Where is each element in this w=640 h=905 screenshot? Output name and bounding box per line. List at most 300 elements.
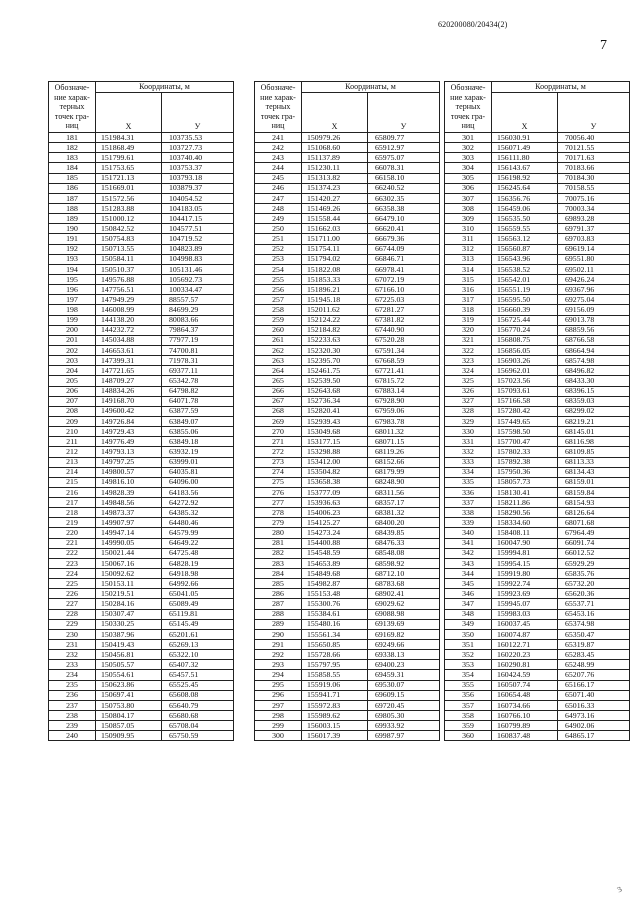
y-coordinate-cell: 69619.14 bbox=[558, 244, 630, 254]
y-coordinate-cell: 104719.52 bbox=[162, 234, 234, 244]
x-coordinate-cell: 157166.58 bbox=[492, 396, 558, 406]
y-coordinate-cell: 68011.32 bbox=[368, 427, 440, 437]
y-coordinate-cell: 65119.81 bbox=[162, 609, 234, 619]
table-row bbox=[255, 183, 440, 193]
coordinates-header: Координаты, м bbox=[96, 82, 234, 93]
y-coordinate-cell: 64918.98 bbox=[162, 569, 234, 579]
table-row bbox=[445, 680, 630, 690]
table-row bbox=[49, 467, 234, 477]
x-coordinate-cell: 150754.83 bbox=[96, 234, 162, 244]
x-coordinate-cell: 150307.47 bbox=[96, 609, 162, 619]
point-number-cell: 352 bbox=[445, 650, 492, 660]
point-number-cell: 257 bbox=[255, 295, 302, 305]
x-coordinate-cell: 156551.19 bbox=[492, 285, 558, 295]
table-row bbox=[49, 619, 234, 629]
y-coordinate-cell: 67883.14 bbox=[368, 386, 440, 396]
y-coordinate-cell: 66620.41 bbox=[368, 224, 440, 234]
x-coordinate-cell: 156143.67 bbox=[492, 163, 558, 173]
x-coordinate-cell: 158408.11 bbox=[492, 528, 558, 538]
point-number-cell: 194 bbox=[49, 264, 96, 274]
x-coordinate-cell: 150330.25 bbox=[96, 619, 162, 629]
x-coordinate-cell: 160037.45 bbox=[492, 619, 558, 629]
x-coordinate-cell: 157280.42 bbox=[492, 406, 558, 416]
x-coordinate-cell: 158334.60 bbox=[492, 518, 558, 528]
table-row bbox=[445, 731, 630, 741]
table-row bbox=[445, 163, 630, 173]
x-coordinate-cell: 160074.87 bbox=[492, 629, 558, 639]
y-coordinate-cell: 64649.22 bbox=[162, 538, 234, 548]
table-body bbox=[445, 133, 630, 741]
table-row bbox=[255, 254, 440, 264]
point-number-cell: 272 bbox=[255, 447, 302, 457]
y-coordinate-cell: 63877.59 bbox=[162, 406, 234, 416]
table-row bbox=[445, 528, 630, 538]
table-row bbox=[255, 579, 440, 589]
y-coordinate-cell: 77977.19 bbox=[162, 335, 234, 345]
x-coordinate-cell: 156030.91 bbox=[492, 133, 558, 143]
table-row bbox=[49, 498, 234, 508]
point-number-cell: 271 bbox=[255, 437, 302, 447]
table-row bbox=[49, 538, 234, 548]
table-row bbox=[445, 335, 630, 345]
point-number-cell: 312 bbox=[445, 244, 492, 254]
y-coordinate-cell: 65608.08 bbox=[162, 690, 234, 700]
y-coordinate-cell: 64385.32 bbox=[162, 508, 234, 518]
table-row bbox=[445, 153, 630, 163]
table-row bbox=[255, 143, 440, 153]
y-coordinate-cell: 68476.33 bbox=[368, 538, 440, 548]
x-coordinate-cell: 159954.15 bbox=[492, 558, 558, 568]
point-number-cell: 233 bbox=[49, 660, 96, 670]
y-coordinate-cell: 68126.64 bbox=[558, 508, 630, 518]
x-coordinate-cell: 151283.88 bbox=[96, 203, 162, 213]
y-coordinate-cell: 65929.29 bbox=[558, 558, 630, 568]
point-number-cell: 198 bbox=[49, 305, 96, 315]
point-number-cell: 278 bbox=[255, 508, 302, 518]
table-row bbox=[255, 163, 440, 173]
y-coordinate-cell: 63932.19 bbox=[162, 447, 234, 457]
x-coordinate-cell: 151662.03 bbox=[302, 224, 368, 234]
x-coordinate-cell: 160654.48 bbox=[492, 690, 558, 700]
y-coordinate-cell: 69933.92 bbox=[368, 721, 440, 731]
table-row bbox=[255, 153, 440, 163]
table-row bbox=[445, 133, 630, 143]
table-row bbox=[49, 153, 234, 163]
x-coordinate-cell: 150623.86 bbox=[96, 680, 162, 690]
y-coordinate-cell: 65207.76 bbox=[558, 670, 630, 680]
y-coordinate-cell: 67225.03 bbox=[368, 295, 440, 305]
y-coordinate-cell: 67591.34 bbox=[368, 345, 440, 355]
y-coordinate-cell: 65640.79 bbox=[162, 700, 234, 710]
y-coordinate-cell: 70075.16 bbox=[558, 193, 630, 203]
point-number-cell: 308 bbox=[445, 203, 492, 213]
x-coordinate-cell: 159919.80 bbox=[492, 569, 558, 579]
y-coordinate-cell: 65750.59 bbox=[162, 731, 234, 741]
table-row bbox=[255, 467, 440, 477]
table-row bbox=[49, 629, 234, 639]
table-row bbox=[255, 203, 440, 213]
y-coordinate-cell: 69703.83 bbox=[558, 234, 630, 244]
x-coordinate-cell: 146653.61 bbox=[96, 345, 162, 355]
x-coordinate-cell: 151853.33 bbox=[302, 274, 368, 284]
point-number-cell: 219 bbox=[49, 518, 96, 528]
table-row bbox=[255, 498, 440, 508]
x-coordinate-cell: 160047.90 bbox=[492, 538, 558, 548]
point-number-cell: 300 bbox=[255, 731, 302, 741]
y-coordinate-cell: 70158.55 bbox=[558, 183, 630, 193]
table-row bbox=[49, 335, 234, 345]
table-row bbox=[445, 629, 630, 639]
x-coordinate-cell: 152461.75 bbox=[302, 366, 368, 376]
point-number-cell: 239 bbox=[49, 721, 96, 731]
table-row bbox=[445, 244, 630, 254]
point-number-cell: 202 bbox=[49, 345, 96, 355]
y-coordinate-cell: 69426.24 bbox=[558, 274, 630, 284]
point-number-cell: 305 bbox=[445, 173, 492, 183]
x-coordinate-cell: 160507.74 bbox=[492, 680, 558, 690]
y-coordinate-cell: 68299.02 bbox=[558, 406, 630, 416]
table-row bbox=[255, 670, 440, 680]
x-coordinate-cell: 160766.10 bbox=[492, 711, 558, 721]
point-number-cell: 322 bbox=[445, 345, 492, 355]
point-number-cell: 266 bbox=[255, 386, 302, 396]
table-row bbox=[49, 569, 234, 579]
point-number-cell: 285 bbox=[255, 579, 302, 589]
x-coordinate-cell: 151669.01 bbox=[96, 183, 162, 193]
page-number: 7 bbox=[600, 38, 607, 53]
x-coordinate-cell: 158290.56 bbox=[492, 508, 558, 518]
table-row bbox=[49, 650, 234, 660]
y-coordinate-cell: 65525.45 bbox=[162, 680, 234, 690]
point-number-cell: 339 bbox=[445, 518, 492, 528]
table-row bbox=[49, 680, 234, 690]
point-number-cell: 324 bbox=[445, 366, 492, 376]
x-coordinate-cell: 150909.95 bbox=[96, 731, 162, 741]
point-number-cell: 333 bbox=[445, 457, 492, 467]
point-number-cell: 275 bbox=[255, 477, 302, 487]
x-coordinate-cell: 151896.21 bbox=[302, 285, 368, 295]
point-number-cell: 201 bbox=[49, 335, 96, 345]
point-label-header: Обозначе- ние харак- терных точек гра- ниц bbox=[49, 82, 96, 133]
y-coordinate-cell: 100334.47 bbox=[162, 285, 234, 295]
table-row bbox=[255, 589, 440, 599]
x-coordinate-cell: 155561.34 bbox=[302, 629, 368, 639]
x-coordinate-cell: 147949.29 bbox=[96, 295, 162, 305]
table-row bbox=[445, 711, 630, 721]
point-number-cell: 188 bbox=[49, 203, 96, 213]
x-coordinate-cell: 160799.89 bbox=[492, 721, 558, 731]
point-number-cell: 215 bbox=[49, 477, 96, 487]
y-coordinate-cell: 69088.98 bbox=[368, 609, 440, 619]
x-coordinate-cell: 151799.61 bbox=[96, 153, 162, 163]
x-coordinate-cell: 149816.10 bbox=[96, 477, 162, 487]
x-coordinate-cell: 155919.06 bbox=[302, 680, 368, 690]
table-row bbox=[49, 721, 234, 731]
y-coordinate-cell: 67281.27 bbox=[368, 305, 440, 315]
table-row bbox=[255, 366, 440, 376]
table-row bbox=[255, 447, 440, 457]
x-coordinate-cell: 155989.62 bbox=[302, 711, 368, 721]
point-number-cell: 189 bbox=[49, 214, 96, 224]
x-coordinate-cell: 151000.12 bbox=[96, 214, 162, 224]
x-coordinate-cell: 149848.56 bbox=[96, 498, 162, 508]
y-coordinate-cell: 65457.51 bbox=[162, 670, 234, 680]
point-number-cell: 331 bbox=[445, 437, 492, 447]
y-coordinate-cell: 67959.06 bbox=[368, 406, 440, 416]
table-row bbox=[49, 660, 234, 670]
table-body bbox=[255, 133, 440, 741]
table-row bbox=[255, 406, 440, 416]
y-coordinate-cell: 68574.98 bbox=[558, 356, 630, 366]
x-coordinate-cell: 149576.88 bbox=[96, 274, 162, 284]
x-coordinate-cell: 150505.57 bbox=[96, 660, 162, 670]
point-number-cell: 330 bbox=[445, 427, 492, 437]
table-row bbox=[445, 416, 630, 426]
point-number-cell: 231 bbox=[49, 640, 96, 650]
y-coordinate-cell: 68119.26 bbox=[368, 447, 440, 457]
y-coordinate-cell: 66240.52 bbox=[368, 183, 440, 193]
point-number-cell: 321 bbox=[445, 335, 492, 345]
y-coordinate-cell: 67381.82 bbox=[368, 315, 440, 325]
table-row bbox=[445, 660, 630, 670]
table-row bbox=[445, 650, 630, 660]
table-row bbox=[255, 173, 440, 183]
x-coordinate-cell: 149873.37 bbox=[96, 508, 162, 518]
x-coordinate-cell: 150510.37 bbox=[96, 264, 162, 274]
point-number-cell: 193 bbox=[49, 254, 96, 264]
table-row bbox=[255, 214, 440, 224]
y-coordinate-cell: 68311.56 bbox=[368, 487, 440, 497]
x-coordinate-cell: 151945.18 bbox=[302, 295, 368, 305]
y-coordinate-cell: 68548.08 bbox=[368, 548, 440, 558]
point-number-cell: 314 bbox=[445, 264, 492, 274]
point-number-cell: 230 bbox=[49, 629, 96, 639]
y-coordinate-cell: 70003.34 bbox=[558, 203, 630, 213]
y-coordinate-cell: 104183.05 bbox=[162, 203, 234, 213]
y-coordinate-cell: 68712.10 bbox=[368, 569, 440, 579]
table-row bbox=[255, 548, 440, 558]
table-row bbox=[445, 234, 630, 244]
table-row bbox=[49, 711, 234, 721]
x-coordinate-cell: 157700.47 bbox=[492, 437, 558, 447]
table-row bbox=[255, 396, 440, 406]
y-coordinate-cell: 71978.31 bbox=[162, 356, 234, 366]
x-coordinate-cell: 159922.74 bbox=[492, 579, 558, 589]
y-coordinate-cell: 65283.45 bbox=[558, 650, 630, 660]
x-coordinate-cell: 153777.09 bbox=[302, 487, 368, 497]
table-row bbox=[445, 183, 630, 193]
x-coordinate-cell: 150456.81 bbox=[96, 650, 162, 660]
table-row bbox=[49, 315, 234, 325]
table-row bbox=[445, 376, 630, 386]
point-number-cell: 290 bbox=[255, 629, 302, 639]
x-coordinate-cell: 150387.96 bbox=[96, 629, 162, 639]
point-number-cell: 235 bbox=[49, 680, 96, 690]
y-coordinate-cell: 67668.59 bbox=[368, 356, 440, 366]
point-number-cell: 317 bbox=[445, 295, 492, 305]
table-row bbox=[255, 305, 440, 315]
y-coordinate-cell: 67440.90 bbox=[368, 325, 440, 335]
point-number-cell: 280 bbox=[255, 528, 302, 538]
table-row bbox=[255, 619, 440, 629]
point-number-cell: 217 bbox=[49, 498, 96, 508]
point-number-cell: 284 bbox=[255, 569, 302, 579]
point-number-cell: 237 bbox=[49, 700, 96, 710]
point-number-cell: 340 bbox=[445, 528, 492, 538]
table-row bbox=[49, 214, 234, 224]
point-number-cell: 335 bbox=[445, 477, 492, 487]
y-coordinate-cell: 69502.11 bbox=[558, 264, 630, 274]
table-row bbox=[49, 224, 234, 234]
point-number-cell: 241 bbox=[255, 133, 302, 143]
y-coordinate-cell: 66012.52 bbox=[558, 548, 630, 558]
x-coordinate-cell: 154273.24 bbox=[302, 528, 368, 538]
x-coordinate-cell: 159945.07 bbox=[492, 599, 558, 609]
y-coordinate-cell: 66744.09 bbox=[368, 244, 440, 254]
point-number-cell: 242 bbox=[255, 143, 302, 153]
table-row bbox=[255, 660, 440, 670]
point-number-cell: 326 bbox=[445, 386, 492, 396]
table-row bbox=[255, 244, 440, 254]
x-coordinate-cell: 151469.26 bbox=[302, 203, 368, 213]
x-coordinate-cell: 156808.75 bbox=[492, 335, 558, 345]
y-coordinate-cell: 65835.76 bbox=[558, 569, 630, 579]
point-number-cell: 306 bbox=[445, 183, 492, 193]
x-coordinate-cell: 156542.01 bbox=[492, 274, 558, 284]
point-number-cell: 234 bbox=[49, 670, 96, 680]
point-number-cell: 181 bbox=[49, 133, 96, 143]
y-coordinate-cell: 63849.07 bbox=[162, 416, 234, 426]
y-coordinate-cell: 105692.73 bbox=[162, 274, 234, 284]
point-number-cell: 209 bbox=[49, 416, 96, 426]
y-coordinate-cell: 68159.84 bbox=[558, 487, 630, 497]
point-number-cell: 343 bbox=[445, 558, 492, 568]
point-number-cell: 311 bbox=[445, 234, 492, 244]
table-row bbox=[255, 599, 440, 609]
point-number-cell: 310 bbox=[445, 224, 492, 234]
y-coordinate-cell: 64035.81 bbox=[162, 467, 234, 477]
table-row bbox=[255, 285, 440, 295]
table-row bbox=[255, 345, 440, 355]
x-coordinate-cell: 156563.12 bbox=[492, 234, 558, 244]
x-coordinate-cell: 151711.00 bbox=[302, 234, 368, 244]
y-coordinate-cell: 69530.07 bbox=[368, 680, 440, 690]
point-number-cell: 318 bbox=[445, 305, 492, 315]
x-coordinate-cell: 151721.13 bbox=[96, 173, 162, 183]
y-coordinate-cell: 69400.23 bbox=[368, 660, 440, 670]
x-coordinate-cell: 149726.84 bbox=[96, 416, 162, 426]
table-row bbox=[445, 467, 630, 477]
x-coordinate-cell: 154125.27 bbox=[302, 518, 368, 528]
point-number-cell: 222 bbox=[49, 548, 96, 558]
point-number-cell: 255 bbox=[255, 274, 302, 284]
table-row bbox=[49, 437, 234, 447]
y-coordinate-cell: 68071.15 bbox=[368, 437, 440, 447]
point-number-cell: 197 bbox=[49, 295, 96, 305]
x-coordinate-cell: 148834.26 bbox=[96, 386, 162, 396]
point-number-cell: 287 bbox=[255, 599, 302, 609]
y-coordinate-cell: 65732.20 bbox=[558, 579, 630, 589]
x-coordinate-cell: 144232.72 bbox=[96, 325, 162, 335]
point-number-cell: 288 bbox=[255, 609, 302, 619]
table-row bbox=[49, 690, 234, 700]
x-coordinate-cell: 155650.85 bbox=[302, 640, 368, 650]
point-number-cell: 327 bbox=[445, 396, 492, 406]
table-row bbox=[445, 437, 630, 447]
y-coordinate-cell: 67983.78 bbox=[368, 416, 440, 426]
table-row bbox=[255, 680, 440, 690]
point-number-cell: 341 bbox=[445, 538, 492, 548]
x-coordinate-cell: 151313.82 bbox=[302, 173, 368, 183]
x-coordinate-cell: 156660.39 bbox=[492, 305, 558, 315]
table-row bbox=[49, 325, 234, 335]
x-coordinate-cell: 156111.80 bbox=[492, 153, 558, 163]
x-coordinate-cell: 152395.70 bbox=[302, 356, 368, 366]
y-coordinate-cell: 69169.82 bbox=[368, 629, 440, 639]
point-number-cell: 265 bbox=[255, 376, 302, 386]
y-coordinate-cell: 66078.31 bbox=[368, 163, 440, 173]
y-coordinate-cell: 65912.97 bbox=[368, 143, 440, 153]
x-coordinate-cell: 153504.82 bbox=[302, 467, 368, 477]
point-number-cell: 358 bbox=[445, 711, 492, 721]
table-row bbox=[49, 518, 234, 528]
y-coordinate-cell: 65319.87 bbox=[558, 640, 630, 650]
x-column-header: Х bbox=[302, 93, 368, 133]
point-number-cell: 347 bbox=[445, 599, 492, 609]
x-coordinate-cell: 156071.49 bbox=[492, 143, 558, 153]
point-number-cell: 185 bbox=[49, 173, 96, 183]
table-row bbox=[445, 508, 630, 518]
table-row bbox=[49, 173, 234, 183]
table-row bbox=[445, 487, 630, 497]
y-coordinate-cell: 69987.97 bbox=[368, 731, 440, 741]
y-coordinate-cell: 69338.13 bbox=[368, 650, 440, 660]
table-row bbox=[445, 285, 630, 295]
x-coordinate-cell: 151753.65 bbox=[96, 163, 162, 173]
y-column-header: У bbox=[558, 93, 630, 133]
y-coordinate-cell: 68179.99 bbox=[368, 467, 440, 477]
table-row bbox=[445, 700, 630, 710]
x-coordinate-cell: 149797.25 bbox=[96, 457, 162, 467]
y-coordinate-cell: 68381.32 bbox=[368, 508, 440, 518]
y-coordinate-cell: 68664.94 bbox=[558, 345, 630, 355]
table-row bbox=[49, 193, 234, 203]
point-number-cell: 298 bbox=[255, 711, 302, 721]
point-number-cell: 334 bbox=[445, 467, 492, 477]
y-coordinate-cell: 68433.30 bbox=[558, 376, 630, 386]
y-coordinate-cell: 68439.85 bbox=[368, 528, 440, 538]
table-row bbox=[445, 193, 630, 203]
x-coordinate-cell: 151420.27 bbox=[302, 193, 368, 203]
x-coordinate-cell: 155728.66 bbox=[302, 650, 368, 660]
y-coordinate-cell: 64071.78 bbox=[162, 396, 234, 406]
table-row bbox=[255, 487, 440, 497]
x-coordinate-cell: 150067.16 bbox=[96, 558, 162, 568]
y-coordinate-cell: 66479.10 bbox=[368, 214, 440, 224]
table-row bbox=[255, 528, 440, 538]
x-coordinate-cell: 154982.87 bbox=[302, 579, 368, 589]
table-row bbox=[445, 721, 630, 731]
table-row bbox=[445, 477, 630, 487]
y-coordinate-cell: 103727.73 bbox=[162, 143, 234, 153]
x-coordinate-cell: 147399.31 bbox=[96, 356, 162, 366]
point-number-cell: 338 bbox=[445, 508, 492, 518]
table-row bbox=[255, 295, 440, 305]
x-coordinate-cell: 156903.26 bbox=[492, 356, 558, 366]
point-number-cell: 345 bbox=[445, 579, 492, 589]
y-coordinate-cell: 64798.82 bbox=[162, 386, 234, 396]
table-row bbox=[445, 143, 630, 153]
